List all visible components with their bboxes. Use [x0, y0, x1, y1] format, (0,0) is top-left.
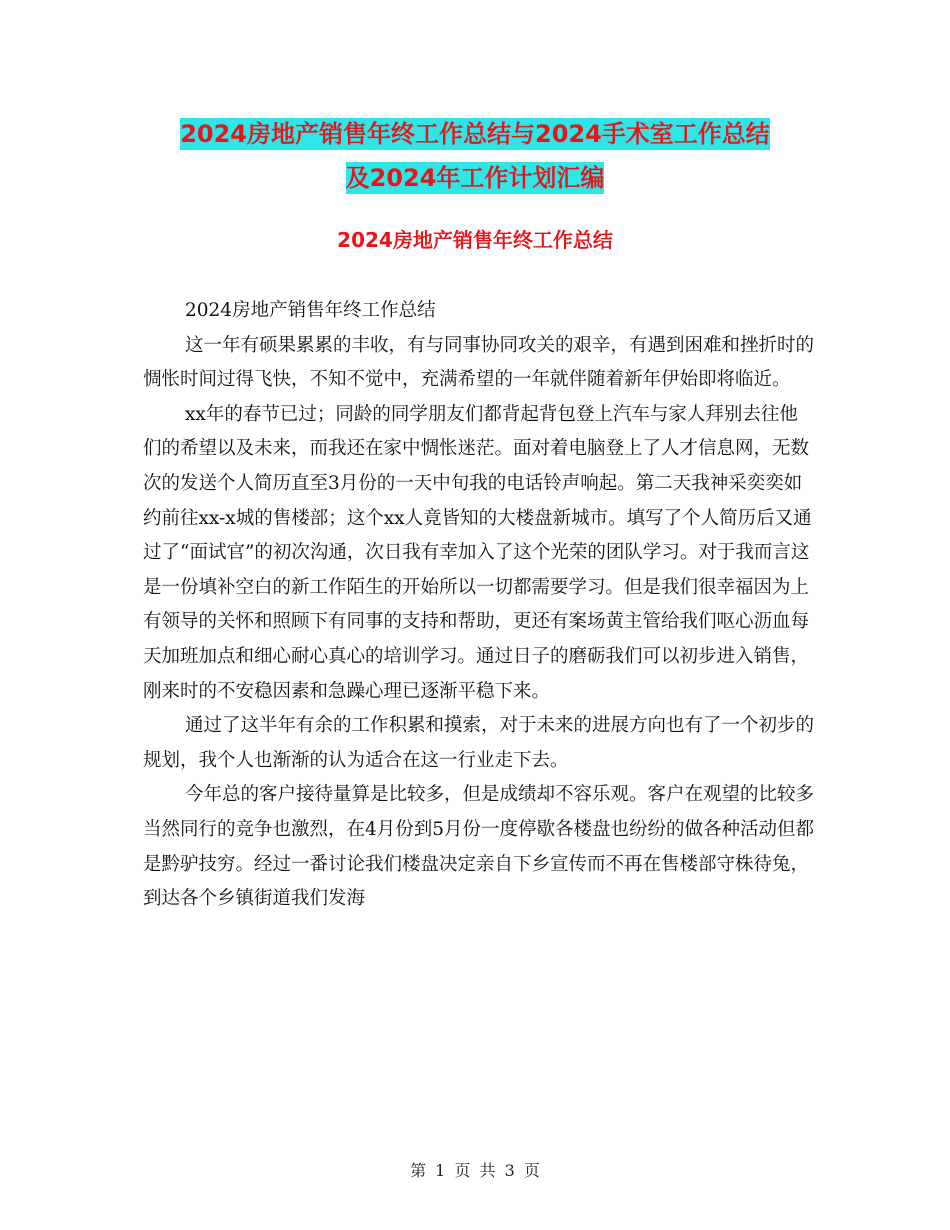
paragraph: 今年总的客户接待量算是比较多，但是成绩却不容乐观。客户在观望的比较多当然同行的竞争也激烈，在4月份到5月份一度停歇各楼盘也纷纷的做各种活动但都是黔驴技穷。经过一番讨论我们楼盘决定亲自下乡宣传而不再在售楼部守株待兔，到达各个乡镇街道我们发海 [143, 784, 815, 910]
paragraph: 通过了这半年有余的工作积累和摸索，对于未来的进展方向也有了一个初步的规划，我个人也渐渐的认为适合在这一行业走下去。 [143, 715, 815, 771]
paragraph: 这一年有硕果累累的丰收，有与同事协同攻关的艰辛，有遇到困难和挫折时的惆怅时间过得飞快，不知不觉中，充满希望的一年就伴随着新年伊始即将临近。 [143, 334, 815, 391]
title-line-1 [0, 114, 950, 149]
title-line-1-text: 2024房地产销售年终工作总结与2024手术室工作总结 [180, 120, 770, 148]
paragraph: xx年的春节已过；同龄的同学朋友们都背起背包登上汽车与家人拜别去往他们的希望以及未来，而我还在家中惆怅迷茫。面对着电脑登上了人才信息网，无数次的发送个人简历直至3月份的一天中旬我的电话铃声响起。第二天我神采奕奕如约前往xx-x城的售楼部；这个xx人竟皆知的大楼盘新城市。填写了个人简历后又通过了“面试官”的初次沟通，次日我有幸加入了这个光荣的团队学习。对于我而言这是一份填补空白的新工作陌生的开始所以一切都需要学习。但是我们很幸福因为上有领导的关怀和照顾下有同事的支持和帮助，更还有案场黄主管给我们呕心沥血每天加班加点和细心耐心真心的培训学习。通过日子的磨砺我们可以初步进入销售，刚来时的不安稳因素和急躁心理已逐渐平稳下来。 [143, 403, 812, 702]
title-line-2 [0, 158, 950, 193]
document-body [143, 294, 815, 917]
page-number-footer: 第 1 页 共 3 页 [410, 1161, 540, 1180]
title-line-2-text: 及2024年工作计划汇编 [345, 164, 605, 192]
paragraph-subtitle: 2024房地产销售年终工作总结 [185, 300, 436, 321]
section-title: 2024房地产销售年终工作总结 [337, 228, 613, 252]
